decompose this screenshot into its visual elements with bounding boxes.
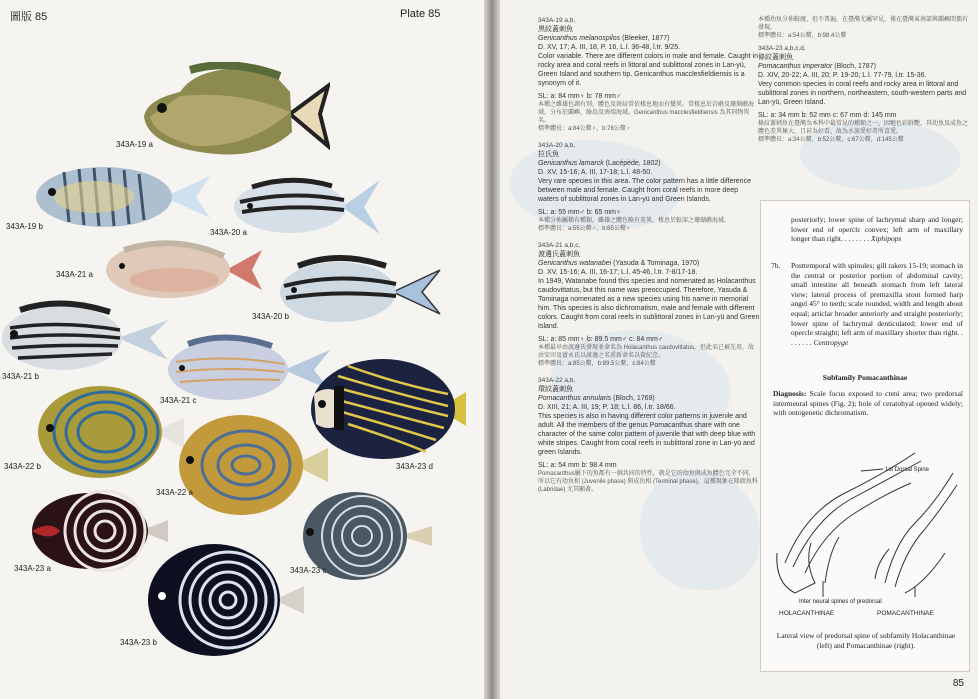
entry-code: 343A-21 a,b,c, <box>538 242 581 249</box>
entry-description: Color variable. There are different colors in male and female. Caught in rocky area and coral reefs in littoral and sublittoral zones in Lan-yü, Green Island and southern tip. Genicanthus macclesfieldiensis is a synonym of it. <box>538 53 758 87</box>
figure-label-inter: Inter neural spines of predorsal <box>799 599 882 605</box>
predorsal-spine-figure <box>765 433 965 617</box>
entry-counts: D. XV, 15-16; A. III, 17-18; L.l. 48-50. <box>538 169 653 176</box>
entry-343a-22 <box>538 376 760 494</box>
entry-cn-name: 黑紋蓋刺魚 <box>538 26 573 33</box>
entry-cn-description: 本種最早由渡邊氏發現並命名為 Holacanthus caudovittatus，但此名已被先用，故由安田及富永氏以渡邊之名重新命名以資紀念。 <box>538 345 755 359</box>
entry-code: 343A-23 a,b,c,d, <box>758 45 806 52</box>
entry-counts: D. XIII, 21; A. III, 19; P. 18; L.l. 86, l.tr. 18/66. <box>538 404 676 411</box>
fish-343a-23b <box>146 540 306 660</box>
figure-label-spine: 1st Dorsal Spine <box>885 467 930 473</box>
label-343a-23b: 343A-23 b <box>120 638 157 647</box>
entry-std-length: 標準體長：a:84公釐♀，b:78公釐♂ <box>538 126 631 132</box>
entry-code: 343A-22 a,b, <box>538 377 576 384</box>
entry-sci-name: Genicanthus watanabei <box>538 260 612 267</box>
page-number: 85 <box>952 678 964 689</box>
key-para-1 <box>791 215 963 244</box>
fish-343a-21b <box>0 298 170 378</box>
label-343a-21a: 343A-21 a <box>56 270 93 279</box>
label-343a-21c: 343A-21 c <box>160 396 197 405</box>
entry-description: This species is also in having different color patterns in juvenile and adult. All the members of the genus Pomacanthus share with one character of the same color pattern of juvenile that with deep blue with white stripes. Caught from coral reefs in sublittoral zone in Lan-yü and green Islands. <box>538 413 756 456</box>
plate-header-en: Plate 85 <box>400 8 441 20</box>
entry-343a-20 <box>538 141 760 233</box>
prev-cn-description: 本種幼魚分佈較廣，但不普遍，在臺灣尤屬罕見，僅在臺灣東南部與蘭嶼間偶有發現。 <box>758 17 969 31</box>
entry-343a-19 <box>538 16 760 133</box>
key-couplet-number: 7b. <box>771 261 781 270</box>
label-343a-22a: 343A-22 a <box>156 488 193 497</box>
entry-author: (Bloch, 1787) <box>834 63 876 70</box>
entry-author: (Yasuda & Tominaga, 1970) <box>613 260 700 267</box>
fish-343a-19a <box>140 62 330 167</box>
figure-label-holacanthinae: HOLACANTHINAE <box>779 610 835 617</box>
diagnosis-text: Scale focus exposed to cteni area; two predorsal intermeural spines (Fig. 2); hole of ceratohyal opened widely; with ontogenetic dichromatism. <box>773 389 963 418</box>
entry-counts: D. XIV, 20-22; A. III, 20; P. 19-20; L.l. 77-79, l.tr. 15-36. <box>758 72 927 79</box>
entry-sl: SL: a: 55 mm♂ b: 65 mm♀ <box>538 209 622 216</box>
figure-label-pomacanthinae: POMACANTHINAE <box>877 610 934 617</box>
figure-caption: Lateral view of predorsal spine of subfamily Holacanthinae (left) and Pomacanthinae (right). <box>776 631 956 650</box>
label-343a-23d: 343A-23 d <box>396 462 433 471</box>
entry-cn-description: 本種分佈屬稀有種類，雌雄之體色略有差異，棲息於較深之珊瑚礁海域。 <box>538 218 731 224</box>
key-para-1-text: posteriorly; lower spine of lachrymal sharp and longer; lower end of operclε convex; left arm of maxillary longer than right. . . . . . . . <box>791 215 963 244</box>
entry-std-length: 標準體長：a:34公釐，b:52公釐，c:67公釐，d:145公釐 <box>758 137 904 143</box>
text-page <box>500 0 978 699</box>
key-para-2-text: Posttemporal with spinules; gill rakers 15-19; stomach in the central or posterior portion of abdominal cavity; small intestine all beneath stomach from left lateral view; lateral process of premaxilla stout formed harp angel 45° to teeth; scale rounded, width and length about equal; articlar broader anteriorly and straight posteriorly; lower spine of lachrymal denticulated; lower end of opercle straight; left arm of maxillary shorter than right. . . . . . . . <box>791 261 963 347</box>
entry-code: 343A-19 a,b, <box>538 17 576 24</box>
label-343a-23c: 343A-23 c <box>290 566 327 575</box>
label-343a-20b: 343A-20 b <box>252 312 289 321</box>
entry-cn-description: 本種之雌雄色調有別，體色及斑紋常依棲息地而有變異。常棲息於岩礁及珊瑚礁海域，分布於蘭嶼、綠島及南端海域。Genicanthus macclesfieldiensis 為其同物異名。 <box>538 102 755 124</box>
entry-sci-name: Genicanthus lamarck <box>538 160 604 167</box>
key-para-2 <box>791 261 963 347</box>
fish-343a-20a <box>232 172 382 242</box>
fish-343a-19b <box>34 162 212 232</box>
entry-author: (Lacépède, 1802) <box>605 160 661 167</box>
entry-sl: SL: a: 84 mm♀ b: 78 mm♂ <box>538 93 622 100</box>
key-box <box>760 200 970 672</box>
entry-description: In 1949, Watanabe found this species and nomenated as Holacanthus caudovittatus, but this name was preoccupied. Therefore, Yasuda & Tominaga nomenated as a new species using his name in memorial him. This species is also dichromatism, male and female with different colors. Caught from coral reefs in sublittoral zones in Lan-yü and Green Island. <box>538 278 760 330</box>
entry-cn-description: 條紋蓋刺魚在臺灣為本科中最常見的種類之一，因牠色彩鮮艷，其幼魚及成魚之體色差異極大，且甚為好看，故為水族愛好者所喜愛。 <box>758 121 969 135</box>
label-343a-21b: 343A-21 b <box>2 372 39 381</box>
fish-343a-23d <box>308 354 468 464</box>
subfamily-heading: Subfamily Pomacanthinae <box>822 373 908 382</box>
label-343a-19a: 343A-19 a <box>116 140 153 149</box>
entry-counts: D. XV, 15-16; A. III, 16-17; L.l. 45-46, l.tr. 7-8/17-18. <box>538 269 698 276</box>
genus-centropyge: Centropyge <box>813 337 849 347</box>
entry-sci-name: Pomacanthus imperator <box>758 63 833 70</box>
entry-cn-name: 渡邊氏蓋刺魚 <box>538 251 580 258</box>
fish-343a-20b <box>278 252 443 332</box>
prev-std-length: 標準體長：a:54公釐，b:98.4公釐 <box>758 33 847 39</box>
entry-343a-23 <box>758 44 970 144</box>
label-343a-22b: 343A-22 b <box>4 462 41 471</box>
plate-page <box>0 0 488 699</box>
fish-343a-21a <box>104 236 264 304</box>
entry-author: (Bleeker, 1877) <box>622 35 670 42</box>
fish-343a-22b <box>36 382 186 482</box>
diagnosis-label: Diagnosis: <box>773 389 807 398</box>
entry-std-length: 標準體長：a:85公釐，b:89.5公釐，c:84公釐 <box>538 361 656 367</box>
entry-author: (Bloch, 1769) <box>613 395 655 402</box>
genus-xiphipops: Xiphipops <box>871 234 902 244</box>
label-343a-19b: 343A-19 b <box>6 222 43 231</box>
entry-sci-name: Pomacanthus annularis <box>538 395 612 402</box>
entry-cn-name: 環紋蓋刺魚 <box>538 386 573 393</box>
entry-sl: SL: a: 54 mm b: 98.4 mm <box>538 462 617 469</box>
plate-header-cn: 圖版 85 <box>10 11 48 23</box>
entry-cn-name: 拉氏魚 <box>538 151 559 158</box>
entry-sl: SL: a: 34 mm b: 52 mm c: 67 mm d: 145 mm <box>758 112 897 119</box>
entry-343a-21 <box>538 241 760 368</box>
entry-cn-name: 條紋蓋刺魚 <box>758 54 793 61</box>
entry-counts: D. XV, 17; A. III, 18, P. 16, L.l. 36-48, l.tr. 9/25. <box>538 44 681 51</box>
entry-sl: SL: a: 85 mm♀ b: 89.5 mm♂ c: 84 mm♂ <box>538 336 664 343</box>
label-343a-23a: 343A-23 a <box>14 564 51 573</box>
entry-sci-name: Genicanthus melanospilos <box>538 35 621 42</box>
label-343a-20a: 343A-20 a <box>210 228 247 237</box>
species-column-1 <box>538 16 760 494</box>
entry-cn-description: Pomacanthus屬下的魚都有一個共同的特性，就是它的幼魚與成魚體色完全不同，所以它有幼魚相 (Juvenile phase) 與成魚相 (Terminal phase)，這種現象在隆頭魚科 (Labridae) 尤其顯著。 <box>538 471 758 493</box>
entry-code: 343A-20 a,b, <box>538 142 576 149</box>
entry-description: Very rare species in this area. The color pattern has a little difference between male and female. Caught from coral reefs in more deep waters of sublittoral zones in Lan-yü and Green Islands. <box>538 178 751 203</box>
entry-std-length: 標準體長：a:55公釐♂，b:65公釐♀ <box>538 226 631 232</box>
diagnosis <box>773 389 963 418</box>
species-column-2 <box>758 16 970 148</box>
entry-description: Very common species in coral reefs and rocky area in littoral and sublittoral zones in northern, northeastern, south-western parts and Lan-yü, Green Island. <box>758 81 967 106</box>
